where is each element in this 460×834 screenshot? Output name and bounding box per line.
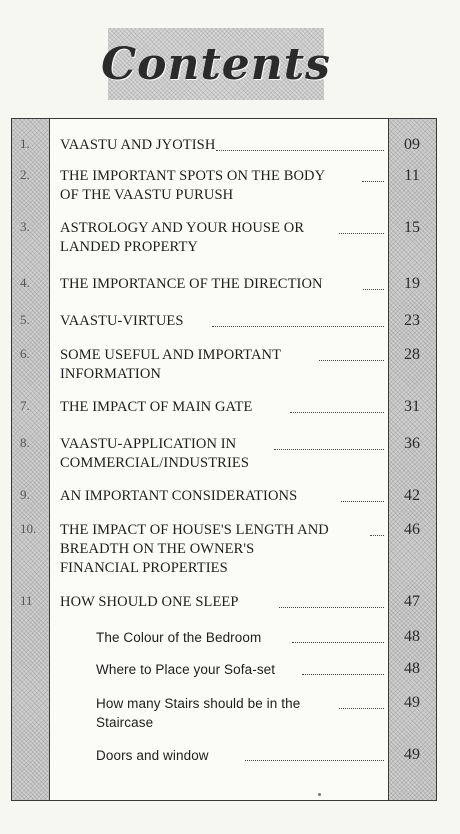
entry-number: 7. bbox=[20, 398, 30, 413]
entry-number: 5. bbox=[20, 312, 30, 327]
entry-title bbox=[60, 593, 380, 612]
page-number: 11 bbox=[404, 167, 420, 184]
entry-title bbox=[96, 660, 386, 679]
entry-title-line: VAASTU AND JYOTISH bbox=[60, 137, 216, 153]
page-number: 42 bbox=[404, 487, 420, 504]
entry-title-line: ASTROLOGY AND YOUR HOUSE OR bbox=[60, 220, 305, 236]
entry-number: 9. bbox=[20, 487, 30, 502]
dot-leader bbox=[279, 607, 384, 608]
entry-number: 1. bbox=[20, 136, 30, 151]
page-number: 31 bbox=[404, 398, 420, 415]
page-number: 28 bbox=[404, 346, 420, 363]
entry-title-line: Where to Place your Sofa-set bbox=[96, 662, 276, 677]
entry-title-line: THE IMPORTANCE OF THE DIRECTION bbox=[60, 276, 323, 292]
entry-title-line: VAASTU-VIRTUES bbox=[60, 313, 184, 329]
entry-title-line: HOW SHOULD ONE SLEEP bbox=[60, 594, 239, 610]
dot-leader bbox=[245, 760, 384, 761]
entry-title-line: How many Stairs should be in the bbox=[96, 696, 301, 711]
entry-title bbox=[60, 312, 380, 331]
entry-title-line: AN IMPORTANT CONSIDERATIONS bbox=[60, 488, 298, 504]
page-number: 15 bbox=[404, 219, 420, 236]
entry-title bbox=[96, 694, 386, 732]
entry-title-line: THE IMPACT OF HOUSE'S LENGTH AND bbox=[60, 522, 329, 538]
dot-leader bbox=[362, 181, 384, 182]
number-column bbox=[12, 119, 50, 800]
entry-number: 2. bbox=[20, 167, 30, 182]
entry-title-line: SOME USEFUL AND IMPORTANT bbox=[60, 347, 282, 363]
entry-title-line: COMMERCIAL/INDUSTRIES bbox=[60, 455, 249, 471]
page-number: 47 bbox=[404, 593, 420, 610]
entry-number: 6. bbox=[20, 346, 30, 361]
entry-title-line: BREADTH ON THE OWNER'S bbox=[60, 541, 255, 557]
dot-leader bbox=[274, 449, 384, 450]
dot-leader bbox=[212, 326, 384, 327]
entry-title bbox=[96, 746, 386, 765]
entry-title-line: The Colour of the Bedroom bbox=[96, 630, 262, 645]
entry-title bbox=[96, 628, 386, 647]
dot-leader bbox=[339, 708, 384, 709]
page-number: 23 bbox=[404, 312, 420, 329]
dot-leader bbox=[216, 150, 384, 151]
entry-title bbox=[60, 398, 380, 417]
entry-title bbox=[60, 487, 380, 506]
entry-title-line: THE IMPORTANT SPOTS ON THE BODY bbox=[60, 168, 326, 184]
entry-title-line: FINANCIAL PROPERTIES bbox=[60, 560, 228, 576]
dot-leader bbox=[290, 412, 384, 413]
entry-title-line: Doors and window bbox=[96, 748, 209, 763]
page-number: 36 bbox=[404, 435, 420, 452]
page-number: 49 bbox=[404, 694, 420, 711]
dot-leader bbox=[319, 360, 384, 361]
toc-frame bbox=[11, 118, 437, 801]
page-number: 46 bbox=[404, 521, 420, 538]
entry-title bbox=[60, 275, 380, 294]
dot-leader bbox=[370, 535, 384, 536]
entry-title-line: Staircase bbox=[96, 715, 154, 730]
dot-leader bbox=[363, 289, 384, 290]
dot-leader bbox=[292, 642, 384, 643]
entry-title bbox=[60, 346, 380, 384]
entry-title bbox=[60, 136, 380, 155]
entry-title bbox=[60, 167, 380, 205]
entry-number: 4. bbox=[20, 275, 30, 290]
contents-heading-box bbox=[101, 28, 331, 100]
dot-leader bbox=[339, 233, 384, 234]
page-number: 19 bbox=[404, 275, 420, 292]
page-mark bbox=[318, 793, 321, 796]
entry-number: 10. bbox=[20, 521, 37, 536]
entry-title bbox=[60, 435, 380, 473]
entry-title-line: VAASTU-APPLICATION IN bbox=[60, 436, 237, 452]
entry-title bbox=[60, 219, 380, 257]
entry-number: 3. bbox=[20, 219, 30, 234]
dot-leader bbox=[341, 501, 384, 502]
page-number: 49 bbox=[404, 746, 420, 763]
page-number: 48 bbox=[404, 660, 420, 677]
entry-title-line: INFORMATION bbox=[60, 366, 161, 382]
page-number: 09 bbox=[404, 136, 420, 153]
entry-title-line: THE IMPACT OF MAIN GATE bbox=[60, 399, 253, 415]
entry-number: 11 bbox=[20, 593, 33, 608]
entry-title-line: LANDED PROPERTY bbox=[60, 239, 198, 255]
entry-number: 8. bbox=[20, 435, 30, 450]
entry-title-line: OF THE VAASTU PURUSH bbox=[60, 187, 234, 203]
entry-title bbox=[60, 521, 380, 578]
page-title: Contents bbox=[101, 38, 331, 90]
page-number: 48 bbox=[404, 628, 420, 645]
dot-leader bbox=[302, 674, 384, 675]
